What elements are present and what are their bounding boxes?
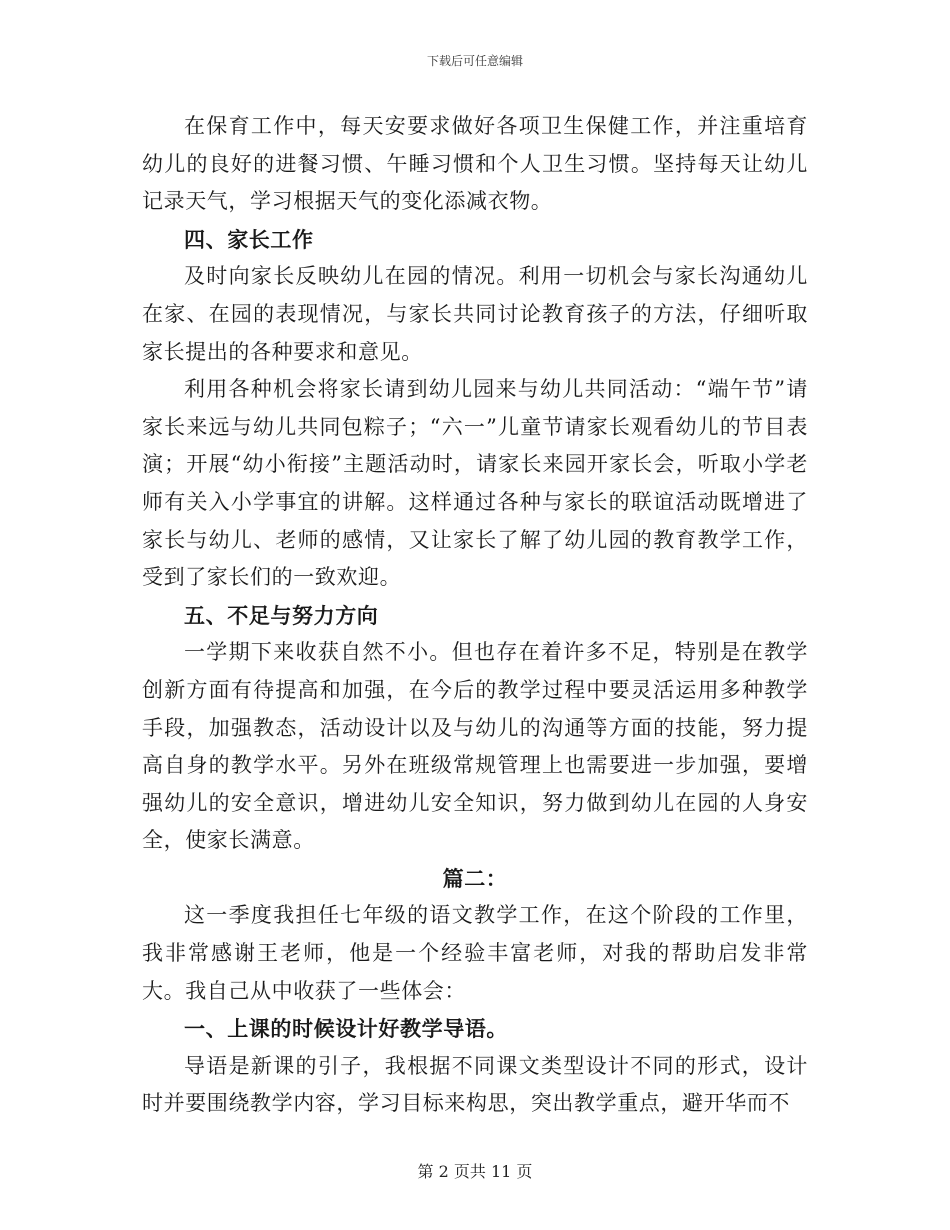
- document-body: [142, 108, 808, 1123]
- section-heading-parent-work: 四、家长工作: [184, 226, 314, 252]
- section-heading-lesson-intro: 一、上课的时候设计好教学导语。: [184, 1016, 508, 1042]
- paragraph-lesson-intro: 导语是新课的引子，我根据不同课文类型设计不同的形式，设计时并要围绕教学内容，学习目标来构思，突出教学重点，避开华而不: [142, 1053, 808, 1116]
- paragraph-chinese-teaching: 这一季度我担任七年级的语文教学工作，在这个阶段的工作里，我非常感谢王老师，他是一个经验丰富老师，对我的帮助启发非常大。我自己从中收获了一些体会：: [142, 903, 808, 1003]
- part-two-title: 篇二：: [442, 865, 508, 891]
- section-heading-shortcomings: 五、不足与努力方向: [184, 602, 379, 628]
- paragraph-shortcomings: 一学期下来收获自然不小。但也存在着许多不足，特别是在教学创新方面有待提高和加强，在今后的教学过程中要灵活运用多种教学手段，加强教态，活动设计以及与幼儿的沟通等方面的技能，努力提高自身的教学水平。另外在班级常规管理上也需要进一步加强，要增强幼儿的安全意识，增进幼儿安全知识，努力做到幼儿在园的人身安全，使家长满意。: [142, 640, 808, 853]
- paragraph-parent-communication: 及时向家长反映幼儿在园的情况。利用一切机会与家长沟通幼儿在家、在园的表现情况，与家长共同讨论教育孩子的方法，仔细听取家长提出的各种要求和意见。: [142, 264, 808, 364]
- page-header: 下载后可任意编辑: [426, 54, 523, 68]
- paragraph-parent-activities: 利用各种机会将家长请到幼儿园来与幼儿共同活动：“端午节”请家长来远与幼儿共同包粽子；“六一”儿童节请家长观看幼儿的节目表演；开展“幼小衔接”主题活动时，请家长来园开家长会，听取小学老师有关入小学事宜的讲解。这样通过各种与家长的联谊活动既增进了家长与幼儿、老师的感情，又让家长了解了幼儿园的教育教学工作，受到了家长们的一致欢迎。: [142, 377, 808, 590]
- paragraph-childcare: 在保育工作中，每天安要求做好各项卫生保健工作，并注重培育幼儿的良好的进餐习惯、午睡习惯和个人卫生习惯。坚持每天让幼儿记录天气，学习根据天气的变化添减衣物。: [142, 114, 808, 214]
- page-footer: 第 2 页共 11 页: [417, 1162, 533, 1181]
